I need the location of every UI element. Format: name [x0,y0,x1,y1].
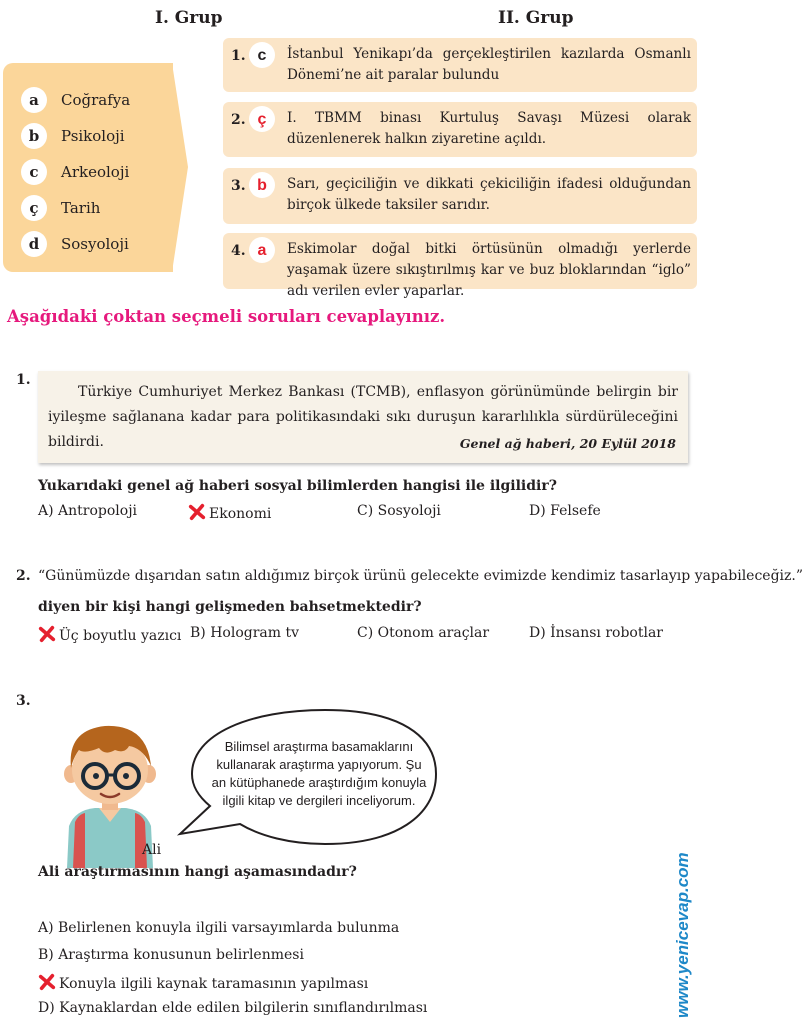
row-number: 1. [231,48,246,64]
item-label: Tarih [61,199,101,217]
speech-text: Bilimsel araştırma basamaklarını kullanarak araştırma yapıyorum. Şu an kütüphanede araştırdığım konuyla ilgili kitap ve dergileri inceliyorum. [211,739,427,808]
group-one-item [21,159,129,185]
row-text: Sarı, geçiciliğin ve dikkati çekiciliğin ifadesi olduğundan birçok ülkede taksiler sarıdır. [287,176,691,213]
option-label: Üç boyutlu yazıcı [59,628,182,644]
item-letter: ç [21,195,47,221]
cross-mark-icon [38,973,56,991]
news-quote-box [38,371,688,463]
news-source: Genel ağ haberi, 20 Eylül 2018 [459,436,676,451]
group-one-item [21,87,130,113]
cross-mark-icon [188,503,206,521]
option-label: Ekonomi [209,506,272,522]
group-one-item [21,195,100,221]
group-two-header: II. Grup [498,8,574,28]
watermark-text [672,790,694,1020]
option-d[interactable]: D) İnsansı robotlar [529,625,663,641]
question-quote: “Günümüzde dışarıdan satın aldığımız birçok ürünü gelecekte evimizde kendimiz tasarlayıp yapabileceğiz.” [38,568,803,584]
option-d[interactable]: D) Felsefe [529,503,601,519]
question-text: Ali araştırmasının hangi aşamasındadır? [38,864,357,880]
question-number: 2. [16,568,31,584]
row-text: Eskimolar doğal bitki örtüsünün olmadığı yerlerde yaşamak üzere sıkıştırılmış kar ve buz bloklarından “iglo” adı verilen evler yaparlar. [287,241,691,299]
option-c-selected[interactable] [38,973,368,992]
option-a[interactable]: A) Belirlenen konuyla ilgili varsayımlarda bulunma [38,920,400,936]
option-a-selected[interactable] [38,625,181,644]
matching-row [223,168,697,224]
option-b[interactable]: B) Hologram tv [190,625,300,641]
item-label: Psikoloji [61,127,125,145]
answer-circle[interactable]: ç [249,106,275,132]
group-one-item [21,231,129,257]
question-text: diyen bir kişi hangi gelişmeden bahsetmektedir? [38,599,422,615]
option-c[interactable]: C) Otonom araçlar [357,625,490,641]
item-letter: b [21,123,47,149]
option-b-selected[interactable] [188,503,271,522]
character-name: Ali [142,842,162,858]
answer-circle[interactable]: c [249,42,275,68]
group-one-box [3,63,173,272]
watermark-label: www.yenicevap.com [673,852,692,1018]
question-text: Yukarıdaki genel ağ haberi sosyal bilimlerden hangisi ile ilgilidir? [38,478,557,494]
row-text: I. TBMM binası Kurtuluş Savaşı Müzesi olarak düzenlenerek halkın ziyaretine açıldı. [287,110,691,147]
question-number: 3. [16,693,31,709]
cross-mark-icon [38,625,56,643]
row-text: İstanbul Yenikapı’da gerçekleştirilen kazılarda Osmanlı Dönemi’ne ait paralar bulundu [287,46,691,83]
group-one-header: I. Grup [155,8,223,28]
option-a[interactable]: A) Antropoloji [38,503,138,519]
item-letter: d [21,231,47,257]
question-number: 1. [16,372,31,388]
row-number: 3. [231,178,246,194]
answer-circle[interactable]: b [249,172,275,198]
section-title: Aşağıdaki çoktan seçmeli soruları cevaplayınız. [7,307,446,326]
news-quote-text: Türkiye Cumhuriyet Merkez Bankası (TCMB), enflasyon görünümünde belirgin bir iyileşme sağlanana kadar para politikasındaki sıkı duruşun kararlılıkla sürdürüleceğini bildirdi. [48,384,678,450]
matching-row [223,233,697,299]
item-label: Sosyoloji [61,235,129,253]
row-number: 2. [231,112,246,128]
option-d[interactable]: D) Kaynaklardan elde edilen bilgilerin sınıflandırılması [38,1000,428,1016]
row-number: 4. [231,243,246,259]
matching-row [223,38,697,92]
option-b[interactable]: B) Araştırma konusunun belirlenmesi [38,947,304,963]
group-one-item [21,123,125,149]
option-label: Konuyla ilgili kaynak taramasının yapılması [59,976,369,992]
item-letter: c [21,159,47,185]
answer-circle[interactable]: a [249,237,275,263]
group-one-arrow [172,63,188,272]
item-letter: a [21,87,47,113]
option-c[interactable]: C) Sosyoloji [357,503,441,519]
item-label: Arkeoloji [61,163,130,181]
item-label: Coğrafya [61,91,131,109]
matching-row [223,102,697,157]
